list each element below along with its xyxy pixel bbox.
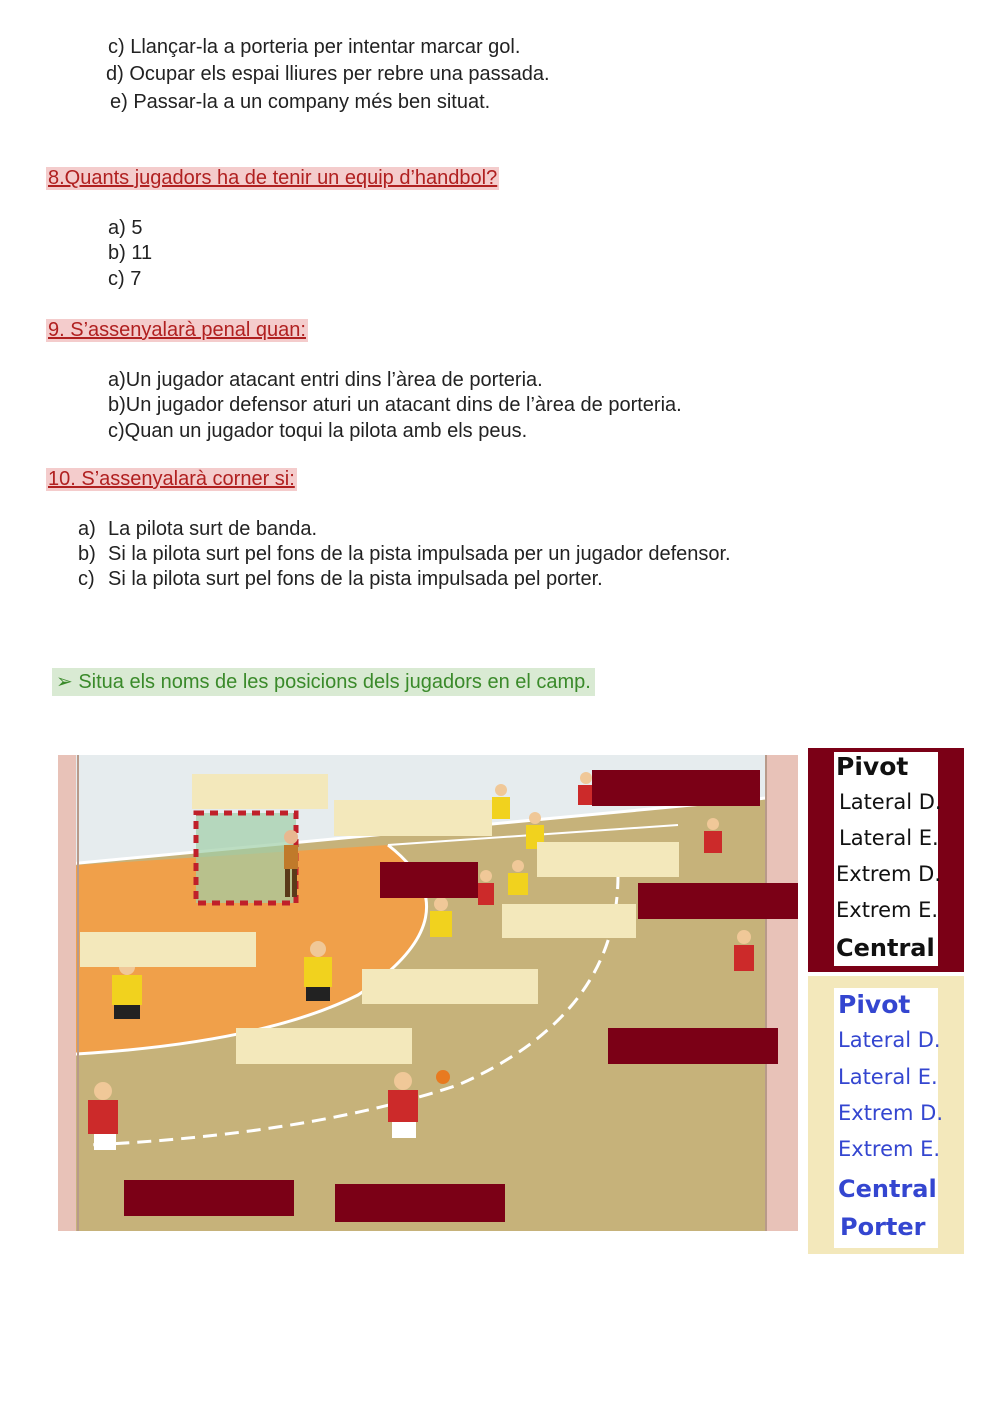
drop-zone-1[interactable] bbox=[192, 774, 328, 809]
word-porter[interactable]: Porter bbox=[840, 1213, 926, 1241]
word-central[interactable]: Central bbox=[838, 1175, 937, 1203]
q10-option-b-marker: b) bbox=[78, 543, 96, 565]
word-bank-beige bbox=[808, 976, 964, 1254]
drop-zone-12[interactable] bbox=[124, 1180, 294, 1216]
q8-option-a: a) 5 bbox=[108, 217, 143, 239]
drop-zone-3[interactable] bbox=[592, 770, 760, 806]
instruction-banner bbox=[52, 668, 595, 696]
drop-zone-6[interactable] bbox=[638, 883, 798, 919]
drop-zone-7[interactable] bbox=[502, 904, 636, 938]
word-extrem-d[interactable]: Extrem D. bbox=[838, 1101, 943, 1125]
word-lateral-e[interactable]: Lateral E. bbox=[839, 826, 939, 850]
word-lateral-e[interactable]: Lateral E. bbox=[838, 1065, 938, 1089]
instruction-text: Situa els noms de les posicions dels jugadors en el camp. bbox=[78, 671, 591, 693]
q10-option-c-text: Si la pilota surt pel fons de la pista impulsada pel porter. bbox=[108, 568, 603, 590]
word-extrem-e[interactable]: Extrem E. bbox=[836, 898, 939, 922]
q8-option-b: b) 11 bbox=[108, 242, 153, 264]
q10-option-a-text: La pilota surt de banda. bbox=[108, 518, 318, 540]
drop-zone-11[interactable] bbox=[608, 1028, 778, 1064]
word-bank-red bbox=[808, 748, 964, 972]
arrow-bullet-icon: ➢ bbox=[56, 671, 73, 693]
drop-zone-10[interactable] bbox=[236, 1028, 412, 1064]
word-extrem-e[interactable]: Extrem E. bbox=[838, 1137, 941, 1161]
word-lateral-d[interactable]: Lateral D. bbox=[839, 790, 942, 814]
drop-zone-13[interactable] bbox=[335, 1184, 505, 1222]
q10-option-a-marker: a) bbox=[78, 518, 96, 540]
q9-option-b: b)Un jugador defensor aturi un atacant dins de l’àrea de porteria. bbox=[108, 394, 682, 416]
prev-option-e: e) Passar-la a un company més ben situat. bbox=[110, 91, 491, 113]
question-8-title: 8.Quants jugadors ha de tenir un equip d’handbol? bbox=[48, 167, 498, 189]
handball-court-image bbox=[58, 755, 798, 1231]
word-pivot[interactable]: Pivot bbox=[836, 752, 909, 781]
prev-option-c: c) Llançar-la a porteria per intentar marcar gol. bbox=[108, 36, 521, 58]
q8-option-c: c) 7 bbox=[108, 268, 142, 290]
word-extrem-d[interactable]: Extrem D. bbox=[836, 862, 941, 886]
q10-option-b-text: Si la pilota surt pel fons de la pista impulsada per un jugador defensor. bbox=[108, 543, 731, 565]
question-10-title: 10. S’assenyalarà corner si: bbox=[48, 468, 295, 490]
drop-zone-4[interactable] bbox=[537, 842, 679, 877]
drop-zone-9[interactable] bbox=[362, 969, 538, 1004]
question-9-title: 9. S’assenyalarà penal quan: bbox=[48, 319, 306, 341]
drop-zone-2[interactable] bbox=[334, 800, 492, 836]
drop-zone-5[interactable] bbox=[380, 862, 478, 898]
drop-zone-8[interactable] bbox=[80, 932, 256, 967]
q9-option-a: a)Un jugador atacant entri dins l’àrea de porteria. bbox=[108, 369, 543, 391]
word-lateral-d[interactable]: Lateral D. bbox=[838, 1028, 941, 1052]
prev-option-d: d) Ocupar els espai lliures per rebre una passada. bbox=[106, 63, 550, 85]
q10-option-c-marker: c) bbox=[78, 568, 95, 590]
q9-option-c: c)Quan un jugador toqui la pilota amb els peus. bbox=[108, 420, 528, 442]
word-central[interactable]: Central bbox=[836, 934, 935, 962]
word-pivot[interactable]: Pivot bbox=[838, 990, 911, 1019]
